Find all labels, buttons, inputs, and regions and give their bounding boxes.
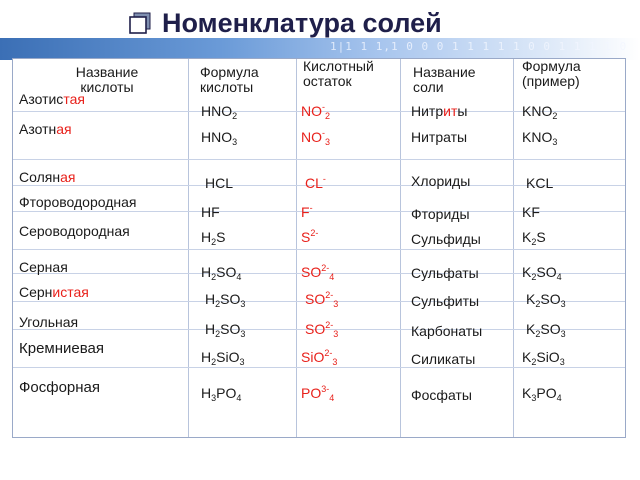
- acid-formula-cell: HCL: [205, 175, 234, 191]
- acid-name-cell: Сернистая: [19, 284, 89, 300]
- salt-formula-cell: KF: [522, 204, 540, 220]
- salt-name-cell: Фосфаты: [411, 387, 472, 403]
- acid-formula-cell: $HNO_3$: [201, 129, 238, 147]
- header-acid-formula: Формула кислоты: [200, 64, 259, 95]
- acid-residue-cell: $NO^-_2$: [301, 102, 331, 121]
- row-divider: [13, 159, 625, 160]
- acid-formula-cell: HF: [201, 204, 220, 220]
- row-divider: [13, 367, 625, 368]
- column-divider: [513, 59, 514, 437]
- acid-residue-cell: $SO^{2-}_3$: [305, 290, 339, 309]
- slide-header: [128, 6, 442, 40]
- acid-formula-cell: $H_2SO_3$: [205, 291, 246, 309]
- header-salt-formula: Формула (пример): [522, 58, 581, 89]
- header-acid-name: Название кислоты: [75, 64, 139, 95]
- acid-residue-cell: F-: [301, 203, 313, 220]
- acid-name-cell: Соляная: [19, 169, 76, 185]
- band-digits: 1|1 1 1,1 0 0 0 1 1 1 1 1 0 0 1 1 1 1 0: [330, 40, 628, 53]
- salt-name-cell: Карбонаты: [411, 323, 483, 339]
- salt-formula-cell: $K_2SO_3$: [526, 321, 566, 339]
- acid-residue-cell: $S^{2-}$: [301, 228, 319, 245]
- checkbox-bullet-icon: [128, 11, 152, 35]
- acid-name-cell: Фтороводородная: [19, 194, 137, 210]
- salt-formula-cell: $K_2SO_3$: [526, 291, 566, 309]
- salt-name-cell: Сульфиты: [411, 293, 480, 309]
- salt-formula-cell: $K_3PO_4$: [522, 385, 562, 403]
- salt-name-cell: Хлориды: [411, 173, 471, 189]
- salt-formula-cell: $KNO_2$: [522, 103, 558, 121]
- salt-name-cell: Нитриты: [411, 103, 468, 119]
- row-divider: [13, 249, 625, 250]
- header-residue: Кислотный остаток: [303, 58, 374, 89]
- salt-formula-cell: KCL: [526, 175, 554, 191]
- acid-formula-cell: $H_2SO_3$: [205, 321, 246, 339]
- slide-title: Номенклатура солей: [162, 7, 442, 38]
- salts-table: [12, 58, 626, 438]
- acid-name-cell: Угольная: [19, 314, 79, 330]
- acid-formula-cell: $H_2SO_4$: [201, 264, 242, 282]
- salt-name-cell: Сульфаты: [411, 265, 479, 281]
- acid-residue-cell: $SO^{2-}_3$: [305, 320, 339, 339]
- salt-formula-cell: $KNO_3$: [522, 129, 558, 147]
- salt-name-cell: Сульфиды: [411, 231, 481, 247]
- acid-name-cell: Азотистая: [19, 91, 85, 107]
- salt-formula-cell: $K_2SO_4$: [522, 264, 562, 282]
- acid-residue-cell: $PO^{3-}_4$: [301, 384, 335, 403]
- column-divider: [400, 59, 401, 437]
- header-salt-name: Название соли: [413, 64, 476, 95]
- salt-formula-cell: $K_2S$: [522, 229, 546, 247]
- acid-residue-cell: SiO$^{2-}_3$: [301, 348, 338, 367]
- acid-residue-cell: $NO^-_3$: [301, 128, 331, 147]
- acid-name-cell: Сероводородная: [19, 223, 130, 239]
- salt-formula-cell: $K_2SiO_3$: [522, 349, 565, 367]
- column-divider: [188, 59, 189, 437]
- acid-name-cell: Серная: [19, 259, 68, 275]
- column-divider: [296, 59, 297, 437]
- acid-residue-cell: CL-: [305, 174, 326, 191]
- acid-name-cell: Фосфорная: [19, 379, 101, 396]
- acid-formula-cell: $HNO_2$: [201, 103, 238, 121]
- salt-name-cell: Фториды: [411, 206, 470, 222]
- acid-formula-cell: $H_2S$: [201, 229, 226, 247]
- acid-residue-cell: $SO^{2-}_4$: [301, 263, 335, 282]
- salt-name-cell: Силикаты: [411, 351, 476, 367]
- acid-name-cell: Азотная: [19, 121, 72, 137]
- salt-name-cell: Нитраты: [411, 129, 468, 145]
- acid-name-cell: Кремниевая: [19, 340, 105, 357]
- acid-formula-cell: $H_3PO_4$: [201, 385, 242, 403]
- acid-formula-cell: $H_2SiO_3$: [201, 349, 245, 367]
